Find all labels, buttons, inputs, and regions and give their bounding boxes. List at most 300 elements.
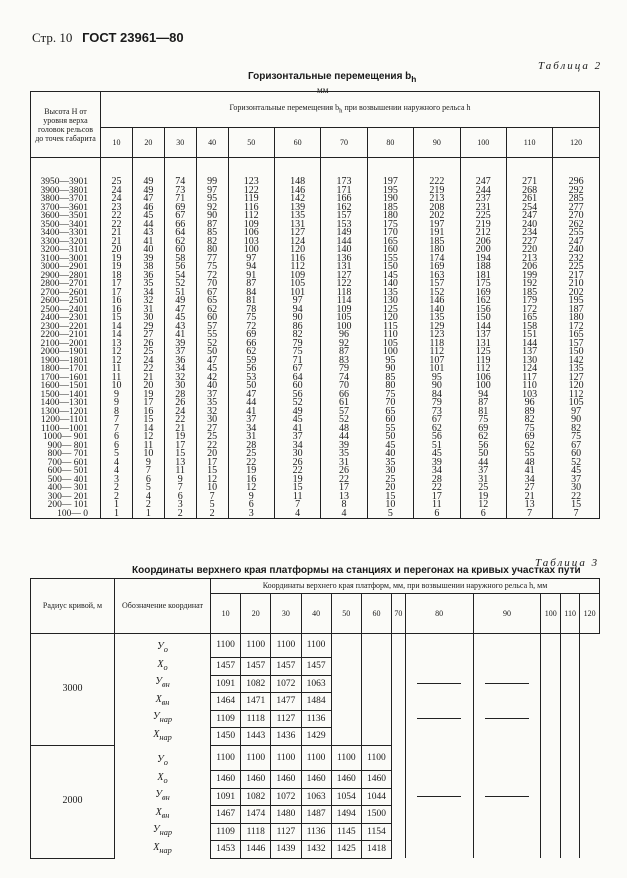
value-cell: 179 bbox=[506, 297, 552, 306]
empty-cell bbox=[473, 771, 541, 789]
value-cell: 81 bbox=[228, 297, 274, 306]
value-cell: 194 bbox=[460, 255, 506, 264]
symbol-cell bbox=[115, 634, 211, 658]
value-cell: 92 bbox=[196, 204, 228, 213]
table2-label: Таблица 2 bbox=[538, 60, 603, 72]
value-cell: 13 bbox=[101, 340, 133, 349]
value-cell: 34 bbox=[414, 467, 460, 476]
empty-cell bbox=[561, 710, 580, 728]
value-cell: 17 bbox=[414, 493, 460, 502]
value-cell: 48 bbox=[321, 425, 367, 434]
value-cell: 20 bbox=[196, 450, 228, 459]
value-cell: 117 bbox=[506, 374, 552, 383]
value-cell: 127 bbox=[274, 229, 320, 238]
height-range-cell: 2700—2601 bbox=[31, 289, 101, 298]
symbol-letter: У bbox=[152, 824, 160, 835]
value-cell: 19 bbox=[101, 255, 133, 264]
value-cell: 36 bbox=[132, 272, 164, 281]
value-cell: 112 bbox=[274, 263, 320, 272]
height-range-cell: 3700—3601 bbox=[31, 204, 101, 213]
value-cell: 1136 bbox=[301, 710, 331, 728]
value-cell: 135 bbox=[414, 314, 460, 323]
value-cell: 1460 bbox=[331, 771, 361, 789]
value-cell: 140 bbox=[367, 280, 413, 289]
value-cell: 45 bbox=[132, 212, 164, 221]
value-cell: 7 bbox=[196, 493, 228, 502]
value-cell: 12 bbox=[196, 476, 228, 485]
height-range-cell: 2900—2801 bbox=[31, 272, 101, 281]
value-cell: 114 bbox=[321, 297, 367, 306]
empty-cell bbox=[580, 788, 600, 806]
value-cell: 1109 bbox=[211, 823, 241, 841]
empty-cell bbox=[580, 634, 600, 658]
column-header: 90 bbox=[414, 128, 460, 158]
value-cell: 44 bbox=[321, 433, 367, 442]
value-cell: 2 bbox=[164, 510, 196, 519]
value-cell: 173 bbox=[321, 158, 367, 187]
value-cell: 171 bbox=[321, 187, 367, 196]
value-cell: 85 bbox=[367, 374, 413, 383]
value-cell: 49 bbox=[132, 187, 164, 196]
empty-cell bbox=[331, 634, 361, 658]
value-cell: 77 bbox=[196, 255, 228, 264]
value-cell: 116 bbox=[274, 255, 320, 264]
value-cell: 169 bbox=[414, 263, 460, 272]
value-cell: 4 bbox=[132, 493, 164, 502]
value-cell: 125 bbox=[367, 306, 413, 315]
column-header: 50 bbox=[228, 128, 274, 158]
symbol-letter: У bbox=[157, 641, 164, 652]
symbol-cell bbox=[115, 771, 211, 789]
height-range-cell: 3000—2901 bbox=[31, 263, 101, 272]
value-cell: 162 bbox=[321, 204, 367, 213]
value-cell: 62 bbox=[414, 425, 460, 434]
value-cell: 22 bbox=[164, 416, 196, 425]
value-cell: 69 bbox=[228, 331, 274, 340]
value-cell: 1109 bbox=[211, 710, 241, 728]
value-cell: 124 bbox=[506, 365, 552, 374]
empty-cell bbox=[405, 728, 473, 746]
value-cell: 118 bbox=[414, 340, 460, 349]
value-cell: 200 bbox=[460, 246, 506, 255]
value-cell: 9 bbox=[164, 476, 196, 485]
value-cell: 135 bbox=[274, 212, 320, 221]
value-cell: 32 bbox=[164, 374, 196, 383]
value-cell: 62 bbox=[460, 433, 506, 442]
column-header: 100 bbox=[541, 594, 561, 634]
value-cell: 1457 bbox=[241, 658, 271, 676]
value-cell: 90 bbox=[274, 314, 320, 323]
value-cell: 39 bbox=[414, 459, 460, 468]
column-header: 30 bbox=[271, 594, 301, 634]
value-cell: 22 bbox=[321, 476, 367, 485]
value-cell: 157 bbox=[321, 212, 367, 221]
value-cell: 60 bbox=[164, 246, 196, 255]
value-cell: 25 bbox=[132, 348, 164, 357]
value-cell: 5 bbox=[101, 450, 133, 459]
value-cell: 136 bbox=[321, 255, 367, 264]
value-cell: 69 bbox=[460, 425, 506, 434]
value-cell: 118 bbox=[321, 289, 367, 298]
value-cell: 79 bbox=[274, 340, 320, 349]
value-cell: 51 bbox=[164, 289, 196, 298]
value-cell: 150 bbox=[460, 314, 506, 323]
table-row bbox=[31, 788, 600, 806]
height-column-header: Высота H от уровня верха головок рельсов до точек габарита bbox=[31, 92, 101, 158]
value-cell: 74 bbox=[321, 374, 367, 383]
column-header: 90 bbox=[473, 594, 541, 634]
value-cell: 4 bbox=[274, 510, 320, 519]
table2-title: Горизонтальные перемещения $b_h$ bbox=[248, 71, 417, 84]
height-range-cell: 400— 301 bbox=[31, 484, 101, 493]
value-cell: 15 bbox=[553, 501, 600, 510]
value-cell: 6 bbox=[414, 510, 460, 519]
value-cell: 145 bbox=[367, 272, 413, 281]
value-cell: 1054 bbox=[331, 788, 361, 806]
value-cell: 83 bbox=[321, 357, 367, 366]
table-row bbox=[31, 510, 600, 519]
value-cell: 1072 bbox=[271, 675, 301, 693]
dash-mark bbox=[485, 683, 529, 684]
table-row bbox=[31, 693, 600, 711]
symbol-cell bbox=[115, 658, 211, 676]
value-cell: 1460 bbox=[241, 771, 271, 789]
value-cell: 60 bbox=[196, 314, 228, 323]
value-cell: 115 bbox=[367, 323, 413, 332]
value-cell: 212 bbox=[460, 229, 506, 238]
value-cell: 105 bbox=[274, 280, 320, 289]
column-header: 80 bbox=[405, 594, 473, 634]
value-cell: 197 bbox=[367, 158, 413, 187]
value-cell: 56 bbox=[274, 391, 320, 400]
value-cell: 7 bbox=[132, 467, 164, 476]
value-cell: 72 bbox=[228, 323, 274, 332]
value-cell: 1464 bbox=[211, 693, 241, 711]
value-cell: 144 bbox=[460, 323, 506, 332]
value-cell: 20 bbox=[367, 484, 413, 493]
table-row bbox=[31, 823, 600, 841]
column-header: 20 bbox=[132, 128, 164, 158]
value-cell: 1432 bbox=[301, 841, 331, 859]
value-cell: 185 bbox=[367, 204, 413, 213]
height-range-cell: 500— 401 bbox=[31, 476, 101, 485]
table-row bbox=[31, 634, 600, 658]
empty-cell bbox=[405, 841, 473, 859]
value-cell: 7 bbox=[553, 510, 600, 519]
value-cell: 17 bbox=[196, 459, 228, 468]
height-range-cell: 1000— 901 bbox=[31, 433, 101, 442]
value-cell: 55 bbox=[196, 331, 228, 340]
empty-cell bbox=[473, 728, 541, 746]
value-cell: 27 bbox=[132, 331, 164, 340]
value-cell: 65 bbox=[367, 408, 413, 417]
symbol-cell bbox=[115, 788, 211, 806]
value-cell: 103 bbox=[506, 391, 552, 400]
value-cell: 112 bbox=[228, 212, 274, 221]
empty-cell bbox=[541, 788, 561, 806]
value-cell: 16 bbox=[101, 297, 133, 306]
height-range-cell: 100— 0 bbox=[31, 510, 101, 519]
value-cell: 100 bbox=[460, 382, 506, 391]
value-cell: 1100 bbox=[211, 634, 241, 658]
value-cell: 32 bbox=[196, 408, 228, 417]
value-cell: 1457 bbox=[211, 658, 241, 676]
symbol-cell bbox=[115, 841, 211, 859]
empty-cell bbox=[541, 710, 561, 728]
dash-mark bbox=[417, 718, 461, 719]
column-header: 70 bbox=[392, 594, 406, 634]
column-header: 60 bbox=[361, 594, 391, 634]
value-cell: 146 bbox=[274, 187, 320, 196]
empty-cell bbox=[561, 788, 580, 806]
value-cell: 21 bbox=[132, 374, 164, 383]
value-cell: 21 bbox=[101, 229, 133, 238]
value-cell: 16 bbox=[132, 408, 164, 417]
height-range-cell: 700— 601 bbox=[31, 459, 101, 468]
value-cell: 82 bbox=[506, 416, 552, 425]
value-cell: 71 bbox=[164, 195, 196, 204]
height-range-cell: 3100—3001 bbox=[31, 255, 101, 264]
empty-cell bbox=[580, 728, 600, 746]
value-cell: 99 bbox=[196, 158, 228, 187]
value-cell: 19 bbox=[460, 493, 506, 502]
empty-cell bbox=[541, 806, 561, 824]
value-cell: 13 bbox=[164, 459, 196, 468]
value-cell: 101 bbox=[414, 365, 460, 374]
value-cell: 1460 bbox=[271, 771, 301, 789]
value-cell: 112 bbox=[460, 365, 506, 374]
value-cell: 1100 bbox=[331, 745, 361, 771]
empty-cell bbox=[405, 710, 473, 728]
value-cell: 17 bbox=[164, 442, 196, 451]
value-cell: 49 bbox=[132, 158, 164, 187]
value-cell: 1436 bbox=[271, 728, 301, 746]
empty-cell bbox=[405, 634, 473, 658]
value-cell: 56 bbox=[460, 442, 506, 451]
symbol-cell bbox=[115, 823, 211, 841]
height-range-cell: 3400—3301 bbox=[31, 229, 101, 238]
value-cell: 127 bbox=[553, 374, 600, 383]
value-cell: 122 bbox=[321, 280, 367, 289]
value-cell: 10 bbox=[196, 484, 228, 493]
table-row bbox=[31, 728, 600, 746]
table-row bbox=[31, 658, 600, 676]
empty-cell bbox=[561, 675, 580, 693]
platform-coordinates-table bbox=[30, 578, 600, 859]
value-cell: 20 bbox=[132, 382, 164, 391]
value-cell: 52 bbox=[164, 280, 196, 289]
value-cell: 208 bbox=[414, 204, 460, 213]
empty-cell bbox=[361, 675, 391, 693]
empty-cell bbox=[331, 710, 361, 728]
empty-cell bbox=[405, 745, 473, 771]
empty-cell bbox=[392, 658, 406, 676]
value-cell: 87 bbox=[321, 348, 367, 357]
value-cell: 109 bbox=[274, 272, 320, 281]
value-cell: 41 bbox=[274, 425, 320, 434]
column-header: 120 bbox=[580, 594, 600, 634]
value-cell: 7 bbox=[506, 510, 552, 519]
value-cell: 148 bbox=[274, 158, 320, 187]
value-cell: 56 bbox=[414, 433, 460, 442]
value-cell: 89 bbox=[506, 408, 552, 417]
empty-cell bbox=[473, 823, 541, 841]
value-cell: 50 bbox=[367, 433, 413, 442]
empty-cell bbox=[361, 693, 391, 711]
symbol-subscript: вн bbox=[161, 810, 170, 820]
empty-cell bbox=[473, 745, 541, 771]
value-cell: 8 bbox=[101, 408, 133, 417]
empty-cell bbox=[361, 634, 391, 658]
gost-number: ГОСТ 23961—80 bbox=[82, 30, 184, 45]
symbol-letter: У bbox=[155, 676, 162, 687]
value-cell: 6 bbox=[101, 433, 133, 442]
value-cell: 45 bbox=[196, 365, 228, 374]
value-cell: 3 bbox=[101, 476, 133, 485]
value-cell: 82 bbox=[553, 425, 600, 434]
value-cell: 54 bbox=[164, 272, 196, 281]
value-cell: 44 bbox=[460, 459, 506, 468]
value-cell: 130 bbox=[367, 297, 413, 306]
height-range-cell: 1600—1501 bbox=[31, 382, 101, 391]
value-cell: 60 bbox=[553, 450, 600, 459]
value-cell: 31 bbox=[228, 433, 274, 442]
symbol-letter: У bbox=[157, 754, 164, 765]
value-cell: 90 bbox=[414, 382, 460, 391]
empty-cell bbox=[473, 658, 541, 676]
value-cell: 45 bbox=[367, 442, 413, 451]
value-cell: 109 bbox=[321, 306, 367, 315]
empty-cell bbox=[541, 658, 561, 676]
value-cell: 26 bbox=[321, 467, 367, 476]
value-cell: 30 bbox=[196, 416, 228, 425]
empty-cell bbox=[331, 693, 361, 711]
empty-cell bbox=[561, 841, 580, 859]
column-header: 120 bbox=[553, 128, 600, 158]
value-cell: 74 bbox=[164, 158, 196, 187]
value-cell: 292 bbox=[553, 187, 600, 196]
value-cell: 87 bbox=[196, 221, 228, 230]
value-cell: 90 bbox=[553, 416, 600, 425]
value-cell: 73 bbox=[414, 408, 460, 417]
height-range-cell: 1400—1301 bbox=[31, 399, 101, 408]
value-cell: 254 bbox=[506, 204, 552, 213]
value-cell: 1471 bbox=[241, 693, 271, 711]
value-cell: 46 bbox=[132, 204, 164, 213]
value-cell: 50 bbox=[460, 450, 506, 459]
empty-cell bbox=[331, 675, 361, 693]
value-cell: 87 bbox=[460, 399, 506, 408]
value-cell: 22 bbox=[274, 467, 320, 476]
value-cell: 188 bbox=[460, 263, 506, 272]
table-row bbox=[31, 158, 600, 187]
value-cell: 7 bbox=[101, 416, 133, 425]
column-header: 10 bbox=[101, 128, 133, 158]
empty-cell bbox=[541, 841, 561, 859]
table-row bbox=[31, 841, 600, 859]
value-cell: 142 bbox=[553, 357, 600, 366]
value-cell: 41 bbox=[164, 331, 196, 340]
empty-cell bbox=[561, 823, 580, 841]
empty-cell bbox=[561, 771, 580, 789]
value-cell: 181 bbox=[460, 272, 506, 281]
value-cell: 30 bbox=[132, 314, 164, 323]
symbol-letter: Х bbox=[153, 728, 160, 740]
value-cell: 5 bbox=[367, 510, 413, 519]
value-cell: 185 bbox=[506, 289, 552, 298]
value-cell: 237 bbox=[460, 195, 506, 204]
symbol-letter: Х bbox=[155, 806, 162, 818]
value-cell: 1477 bbox=[271, 693, 301, 711]
symbol-letter: У bbox=[155, 789, 162, 800]
height-range-cell: 1100—1001 bbox=[31, 425, 101, 434]
empty-cell bbox=[473, 693, 541, 711]
value-cell: 100 bbox=[321, 323, 367, 332]
value-cell: 1127 bbox=[271, 823, 301, 841]
value-cell: 60 bbox=[274, 382, 320, 391]
empty-cell bbox=[405, 658, 473, 676]
column-header: 40 bbox=[301, 594, 331, 634]
empty-cell bbox=[580, 823, 600, 841]
value-cell: 10 bbox=[367, 501, 413, 510]
empty-cell bbox=[561, 634, 580, 658]
empty-cell bbox=[473, 788, 541, 806]
value-cell: 52 bbox=[321, 416, 367, 425]
value-cell: 25 bbox=[228, 450, 274, 459]
dash-mark bbox=[417, 683, 461, 684]
empty-cell bbox=[361, 710, 391, 728]
empty-cell bbox=[541, 823, 561, 841]
symbol-subscript: вн bbox=[161, 793, 170, 802]
value-cell: 19 bbox=[274, 476, 320, 485]
value-cell: 130 bbox=[506, 357, 552, 366]
value-cell: 137 bbox=[506, 348, 552, 357]
page-number: Стр. 10 bbox=[32, 30, 73, 45]
value-cell: 86 bbox=[274, 323, 320, 332]
value-cell: 213 bbox=[506, 255, 552, 264]
value-cell: 1467 bbox=[211, 806, 241, 824]
value-cell: 10 bbox=[101, 382, 133, 391]
value-cell: 24 bbox=[101, 187, 133, 196]
value-cell: 49 bbox=[164, 297, 196, 306]
value-cell: 192 bbox=[506, 280, 552, 289]
value-cell: 2 bbox=[196, 510, 228, 519]
value-cell: 34 bbox=[132, 289, 164, 298]
value-cell: 1 bbox=[101, 501, 133, 510]
empty-cell bbox=[561, 806, 580, 824]
height-range-cell: 3500—3401 bbox=[31, 221, 101, 230]
value-cell: 195 bbox=[367, 187, 413, 196]
value-cell: 71 bbox=[274, 357, 320, 366]
value-cell: 67 bbox=[274, 365, 320, 374]
value-cell: 1100 bbox=[241, 634, 271, 658]
value-cell: 180 bbox=[367, 212, 413, 221]
height-range-cell: 2600—2501 bbox=[31, 297, 101, 306]
value-cell: 7 bbox=[101, 425, 133, 434]
value-cell: 1100 bbox=[271, 634, 301, 658]
height-range-cell: 3950—3901 bbox=[31, 158, 101, 187]
value-cell: 135 bbox=[553, 365, 600, 374]
value-cell: 6 bbox=[132, 476, 164, 485]
height-range-cell: 1800—1701 bbox=[31, 365, 101, 374]
value-cell: 82 bbox=[196, 238, 228, 247]
symbol-letter: Х bbox=[157, 658, 164, 670]
value-cell: 122 bbox=[228, 187, 274, 196]
value-cell: 35 bbox=[367, 459, 413, 468]
symbol-subscript: нар bbox=[159, 715, 173, 724]
value-cell: 149 bbox=[321, 229, 367, 238]
value-cell: 65 bbox=[196, 297, 228, 306]
